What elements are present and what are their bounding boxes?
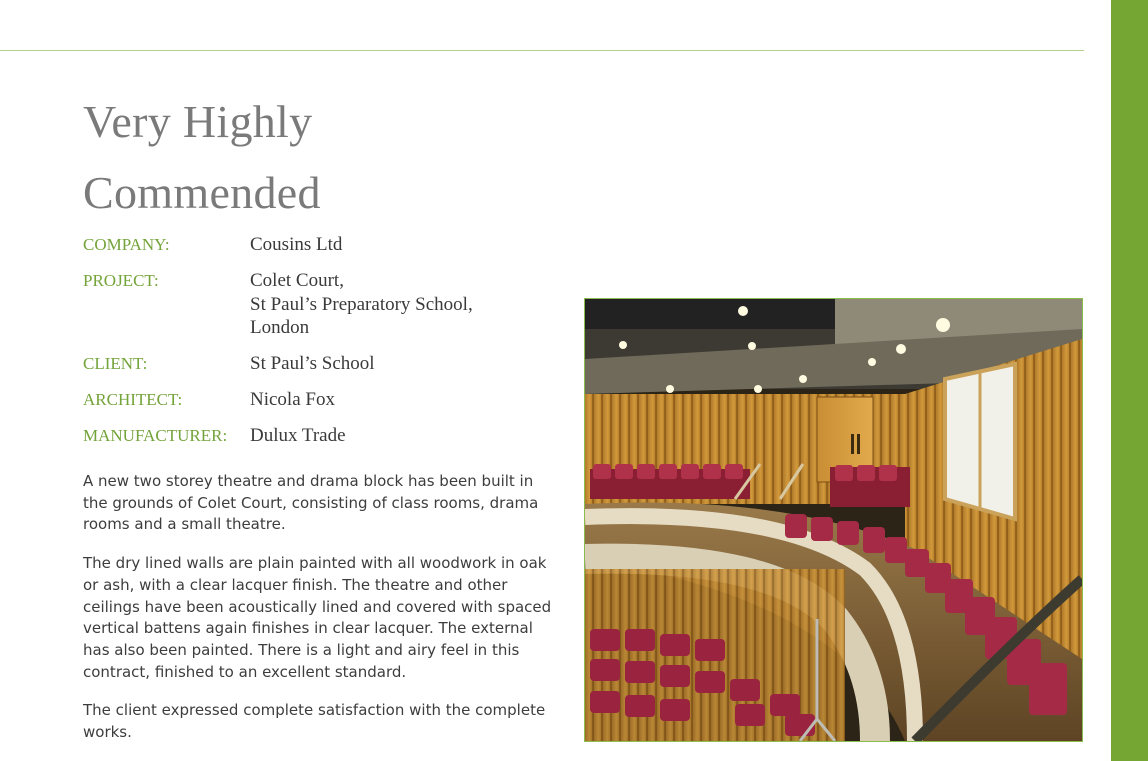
project-facts-list (83, 233, 563, 460)
description-text (83, 471, 558, 761)
fact-company (83, 233, 563, 257)
heading-line-2: Commended (83, 167, 321, 218)
fact-project (83, 269, 563, 340)
theatre-photo (584, 298, 1083, 742)
fact-label-project: PROJECT: (83, 271, 159, 290)
fact-value-line: St Paul’s Preparatory School, (250, 293, 473, 315)
fact-manufacturer (83, 424, 563, 448)
heading-line-1: Very Highly (83, 96, 313, 147)
fact-client (83, 352, 563, 376)
fact-value-project (250, 269, 473, 340)
theatre-interior-illustration (585, 299, 1082, 741)
top-divider-rule (0, 50, 1084, 51)
description-paragraph: The client expressed complete satisfaction with the complete works. (83, 701, 546, 742)
page-heading (83, 96, 321, 228)
description-paragraph: A new two storey theatre and drama block has been built in the grounds of Colet Court, consisting of class rooms, drama rooms and a small theatre. (83, 472, 539, 534)
fact-label-manufacturer: MANUFACTURER: (83, 425, 228, 445)
fact-value-manufacturer (250, 424, 346, 448)
fact-label-architect: ARCHITECT: (83, 389, 183, 409)
fact-value-company (250, 233, 342, 257)
description-paragraph: The dry lined walls are plain painted with all woodwork in oak or ash, with a clear lacquer finish. The theatre and other ceilings have been acoustically lined and covered with spaced vertical battens again finishes in clear lacquer. The external has also been painted. There is a light and airy feel in this contract, finished to an excellent standard. (83, 554, 552, 681)
fact-value-line: Dulux Trade (250, 424, 346, 446)
green-side-bar (1111, 0, 1148, 761)
fact-value-architect (250, 388, 335, 412)
fact-architect (83, 388, 563, 412)
fact-value-line: Nicola Fox (250, 388, 335, 410)
fact-label-client: CLIENT: (83, 353, 148, 373)
fact-value-line: Colet Court, (250, 270, 344, 291)
fact-value-line: Cousins Ltd (250, 234, 343, 255)
fact-value-line: St Paul’s School (250, 352, 375, 374)
fact-value-line: London (250, 317, 310, 338)
fact-value-client (250, 352, 375, 376)
fact-label-company: COMPANY: (83, 235, 170, 254)
